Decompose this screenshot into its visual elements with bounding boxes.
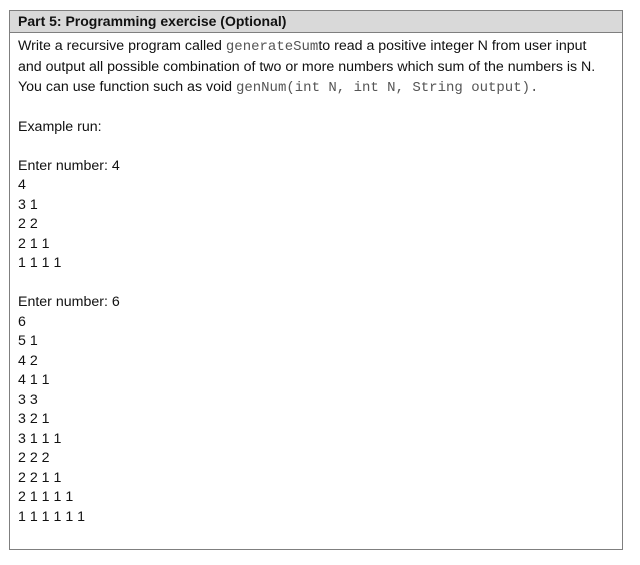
run2-output-line: 4 2 bbox=[18, 352, 38, 369]
function-name-code: generateSum bbox=[225, 39, 319, 55]
run2-output-line: 3 2 1 bbox=[18, 411, 50, 427]
run2-output-line: 4 1 1 bbox=[18, 372, 50, 388]
run2-output-line: 3 3 bbox=[18, 391, 38, 408]
exercise-box bbox=[9, 10, 623, 550]
run2-output-line: 6 bbox=[18, 313, 26, 330]
run2-output-line: 2 1 1 1 1 bbox=[18, 489, 74, 505]
run1-prompt: Enter number: 4 bbox=[18, 157, 120, 174]
run2-output-line: 2 2 2 bbox=[18, 450, 50, 466]
example-label: Example run: bbox=[18, 118, 102, 135]
run2-output-line: 5 1 bbox=[18, 333, 38, 349]
run1-output-line: 3 1 bbox=[18, 196, 38, 213]
instruction-line-1: Write a recursive program called generateSumto read a positive integer N from user input bbox=[18, 38, 587, 55]
run1-output-line: 2 1 1 bbox=[18, 235, 50, 252]
instruction-line-3: You can use function such as void genNum(int N, int N, String output). bbox=[18, 79, 539, 96]
run2-output-line: 2 2 1 1 bbox=[18, 469, 62, 486]
run1-output-line: 4 bbox=[18, 177, 26, 193]
instruction-line-2: and output all possible combination of two or more numbers which sum of the numbers is N. bbox=[18, 59, 596, 75]
run2-output-line: 1 1 1 1 1 1 bbox=[18, 508, 86, 525]
function-signature-code: genNum(int N, int N, String output). bbox=[235, 80, 539, 96]
run2-output-line: 3 1 1 1 bbox=[18, 430, 62, 447]
exercise-content bbox=[10, 33, 622, 527]
run2-prompt: Enter number: 6 bbox=[18, 294, 120, 310]
run1-output-line: 1 1 1 1 bbox=[18, 255, 62, 271]
exercise-title: Part 5: Programming exercise (Optional) bbox=[10, 11, 622, 33]
run1-output-line: 2 2 bbox=[18, 216, 38, 232]
